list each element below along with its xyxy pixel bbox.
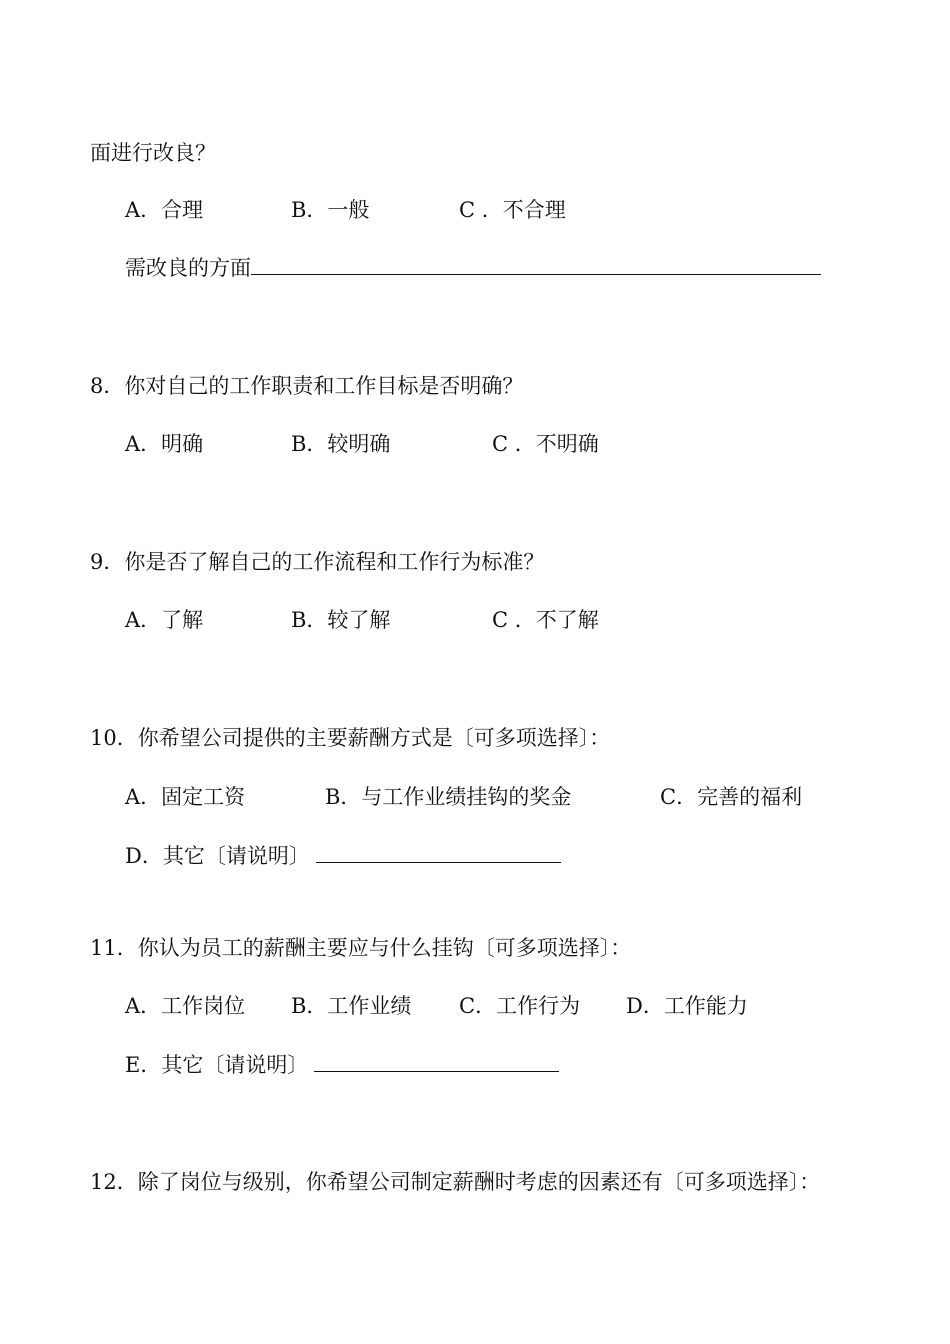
- q11-other-label: E．其它〔请说明〕: [125, 1053, 309, 1077]
- q7-improve-label: 需改良的方面: [125, 256, 251, 280]
- q10-option-b[interactable]: B．与工作业绩挂钩的奖金: [325, 785, 572, 809]
- q11-other-blank[interactable]: [314, 1051, 559, 1072]
- q8-option-b[interactable]: B．较明确: [291, 432, 391, 456]
- q7-option-c[interactable]: C ．不合理: [459, 198, 566, 222]
- q11-other-row: [125, 1051, 559, 1078]
- q9-option-c[interactable]: C ．不了解: [492, 608, 599, 632]
- q10-other-row: [125, 842, 561, 869]
- q10-other-blank[interactable]: [316, 842, 561, 863]
- q7-option-a[interactable]: A．合理: [125, 198, 204, 222]
- q10-question: 10．你希望公司提供的主要薪酬方式是〔可多项选择〕：: [90, 726, 611, 750]
- q10-option-a[interactable]: A．固定工资: [125, 785, 246, 809]
- q10-option-c[interactable]: C．完善的福利: [660, 785, 803, 809]
- q11-option-b[interactable]: B．工作业绩: [291, 994, 412, 1018]
- q8-option-a[interactable]: A．明确: [125, 432, 204, 456]
- q9-option-a[interactable]: A．了解: [125, 608, 204, 632]
- q7-option-b[interactable]: B．一般: [291, 198, 370, 222]
- q8-question: 8．你对自己的工作职责和工作目标是否明确？: [90, 374, 524, 398]
- q9-question: 9．你是否了解自己的工作流程和工作行为标准？: [90, 550, 545, 574]
- q12-question: 12．除了岗位与级别，你希望公司制定薪酬时考虑的因素还有〔可多项选择〕：: [90, 1170, 821, 1194]
- q10-other-label: D．其它〔请说明〕: [125, 844, 310, 868]
- q9-option-b[interactable]: B．较了解: [291, 608, 391, 632]
- q7-improve-row: [125, 254, 821, 281]
- q11-option-a[interactable]: A．工作岗位: [125, 994, 246, 1018]
- q7-improve-blank[interactable]: [251, 254, 821, 275]
- q8-option-c[interactable]: C ．不明确: [492, 432, 599, 456]
- q11-question: 11．你认为员工的薪酬主要应与什么挂钩〔可多项选择〕：: [90, 936, 632, 960]
- q11-option-d[interactable]: D．工作能力: [626, 994, 748, 1018]
- q7-text-tail: 面进行改良？: [90, 141, 216, 165]
- q11-option-c[interactable]: C．工作行为: [459, 994, 581, 1018]
